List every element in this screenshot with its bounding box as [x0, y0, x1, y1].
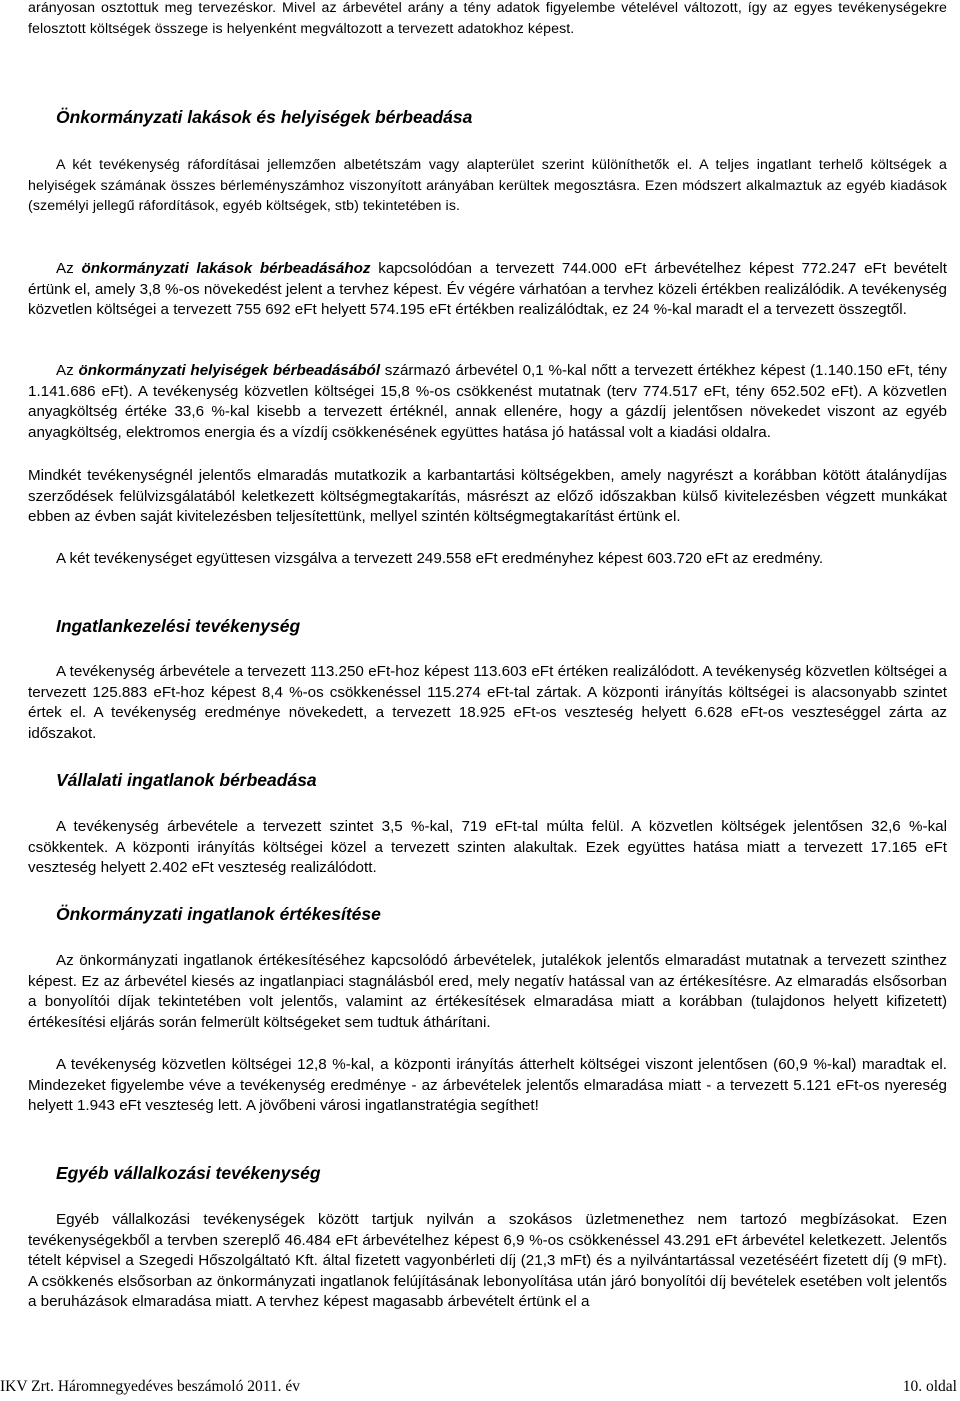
- paragraph-vallalati: [28, 817, 947, 879]
- paragraph-text: származó árbevétel 0,1 %-kal nőtt a tervezett értékhez képest (1.140.150 eFt, tény 1.141.686 eFt). A tevékenység közvetlen költségei 15,8 %-os csökkenést mutatnak (terv 774.517 eFt, tény 652.502 eFt). A közvetlen anyagköltség értéke 33,6 %-kal kisebb a tervezett értéknél, annak ellenére, hogy a gázdíj jelentősen növekedet viszont az egyéb anyagköltség, elektromos energia és a vízdíj csökkenésének együttes hatása jó hatással volt a kiadási oldalra.: [28, 362, 947, 441]
- footer-document-title: IKV Zrt. Háromnegyedéves beszámoló 2011. év: [0, 1378, 301, 1395]
- paragraph-text: kapcsolódóan a tervezett 744.000 eFt árbevételhez képest 772.247 eFt bevételt értünk el, amely 3,8 %-os növekedést jelent a tervhez képest. Év végére várhatóan a tervhez közeli értékben realizálódik. A tevékenység közvetlen költségei a tervezett 755 692 eFt helyett 574.195 eFt értékben realizálódtak, ez 24 %-kal maradt el a tervezett összegtől.: [28, 260, 947, 318]
- section-title-ingatlankezeles: Ingatlankezelési tevékenység: [56, 616, 301, 636]
- section-title-ertekesites: Önkormányzati ingatlanok értékesítése: [56, 904, 381, 924]
- paragraph-ingatlankezeles: [28, 662, 947, 744]
- paragraph-eredmeny: [28, 549, 947, 570]
- paragraph-text: A tevékenység közvetlen költségei 12,8 %-kal, a központi irányítás átterhelt költségei viszont jelentősen (60,9 %-kal) maradtak el. Mindezeket figyelembe véve a tevékenység eredménye - az árbevételek jelentős elmaradása miatt - a tervezett 5.121 eFt-os nyereség helyett 1.943 eFt veszteség lett. A jövőbeni városi ingatlanstratégia segíthet!: [28, 1056, 947, 1114]
- section-title-lakasok: Önkormányzati lakások és helyiségek bérbeadása: [56, 107, 473, 127]
- paragraph-lakasok-revenue: [28, 259, 947, 321]
- paragraph-egyeb: [28, 1210, 947, 1313]
- paragraph-lead: Az: [56, 260, 82, 277]
- paragraph-text: A két tevékenységet együttesen vizsgálva a tervezett 249.558 eFt eredményhez képest 603.720 eFt az eredmény.: [56, 550, 824, 567]
- emphasis-lakasok: önkormányzati lakások bérbeadásához: [81, 260, 371, 277]
- page-footer: [0, 1378, 960, 1400]
- section-title-vallalati: Vállalati ingatlanok bérbeadása: [56, 770, 317, 790]
- paragraph-text: A tevékenység árbevétele a tervezett 113.250 eFt-hoz képest 113.603 eFt értéken realizálódott. A tevékenység közvetlen költségei a tervezett 125.883 eFt-hoz képest 8,4 %-os csökkenéssel 115.274 eFt-tal zártak. A központi irányítás költségei is alacsonyabb szintet értek el. A tevékenység eredménye növekedett, a tervezett 18.925 eFt-os veszteség helyett 6.628 eFt-os veszteséggel zárta az időszakot.: [28, 663, 947, 742]
- section-title-egyeb: Egyéb vállalkozási tevékenység: [56, 1163, 321, 1183]
- paragraph-text: A tevékenység árbevétele a tervezett szintet 3,5 %-kal, 719 eFt-tal múlta felül. A közvetlen költségek jelentősen 32,6 %-kal csökkentek. A központi irányítás költségei közel a tervezett szinten alakultak. Ezek együttes hatása miatt a tervezett 17.165 eFt veszteség helyett 2.402 eFt veszteség realizálódott.: [28, 818, 947, 876]
- paragraph-helyisegek: [28, 361, 947, 443]
- paragraph-karbantartas: Mindkét tevékenységnél jelentős elmaradás mutatkozik a karbantartási költségekben, amely nagyrészt a korábban kötött átalánydíjas szerződések felülvizsgálatából keletkezett költségmegtakarítás, másrészt az előző időszakban külső kivitelezésben végzett munkákat ebben az évben saját kivitelezésben teljesítettünk, mellyel szintén költségmegtakarítást értünk el.: [28, 467, 947, 525]
- footer-page-number: 10. oldal: [902, 1378, 957, 1395]
- intro-paragraph: arányosan osztottuk meg tervezéskor. Mivel az árbevétel arány a tény adatok figyelembe vételével változott, így az egyes tevékenységekre felosztott költségek összege is helyenként megváltozott a tervezett adatokhoz képest.: [28, 0, 947, 37]
- emphasis-helyisegek: önkormányzati helyiségek bérbeadásából: [78, 362, 381, 379]
- paragraph-lead: Az: [56, 362, 79, 379]
- paragraph-lakasok-method: [28, 155, 947, 217]
- paragraph-text: A két tevékenység ráfordításai jellemzően albetétszám vagy alapterület szerint különíthetők el. A teljes ingatlant terhelő költségek a helyiségek számának összes bérleményszámhoz viszonyított arányában kerültek megosztásra. Ezen módszert alkalmaztuk az egyéb kiadások (személyi jellegű ráfordítások, egyéb költségek, stb) tekintetében is.: [28, 157, 947, 214]
- paragraph-text: Egyéb vállalkozási tevékenységek között tartjuk nyilván a szokásos üzletmenethez nem tartozó megbízásokat. Ezen tevékenységekből a tervben szereplő 46.484 eFt árbevételhez képest 6,9 %-os csökkenéssel 43.291 eFt árbevétel keletkezett. Jelentős tételt képvisel a Szegedi Hőszolgáltató Kft. által fizetett vagyonbérleti díj (21,3 mFt) és a nyilvántartással vezetéséért fizetett díj (9 mFt). A csökkenés elsősorban az önkormányzati ingatlanok felújításának lebonyolítása után járó bonyolítói díj bevételek esetében volt jelentős a beruházások elmaradása miatt. A tervhez képest magasabb árbevételt értünk el a: [28, 1211, 947, 1310]
- paragraph-ertekesites-cost: [28, 1055, 947, 1117]
- paragraph-text: Az önkormányzati ingatlanok értékesítéséhez kapcsolódó árbevételek, jutalékok jelentős elmaradást mutatnak a tervezett szinthez képest. Ez az árbevétel kiesés az ingatlanpiaci stagnálásból ered, mely negatív hatással van az értékesítésre. Az elmaradás elsősorban a bonyolítói díjak tekintetében volt jelentős, valamint az értékesítések elmaradása miatt a korábban (tulajdonos helyett kifizetett) értékesítési eljárás során felmerült költségeket sem tudtuk áthárítani.: [28, 952, 947, 1031]
- paragraph-ertekesites: [28, 951, 947, 1033]
